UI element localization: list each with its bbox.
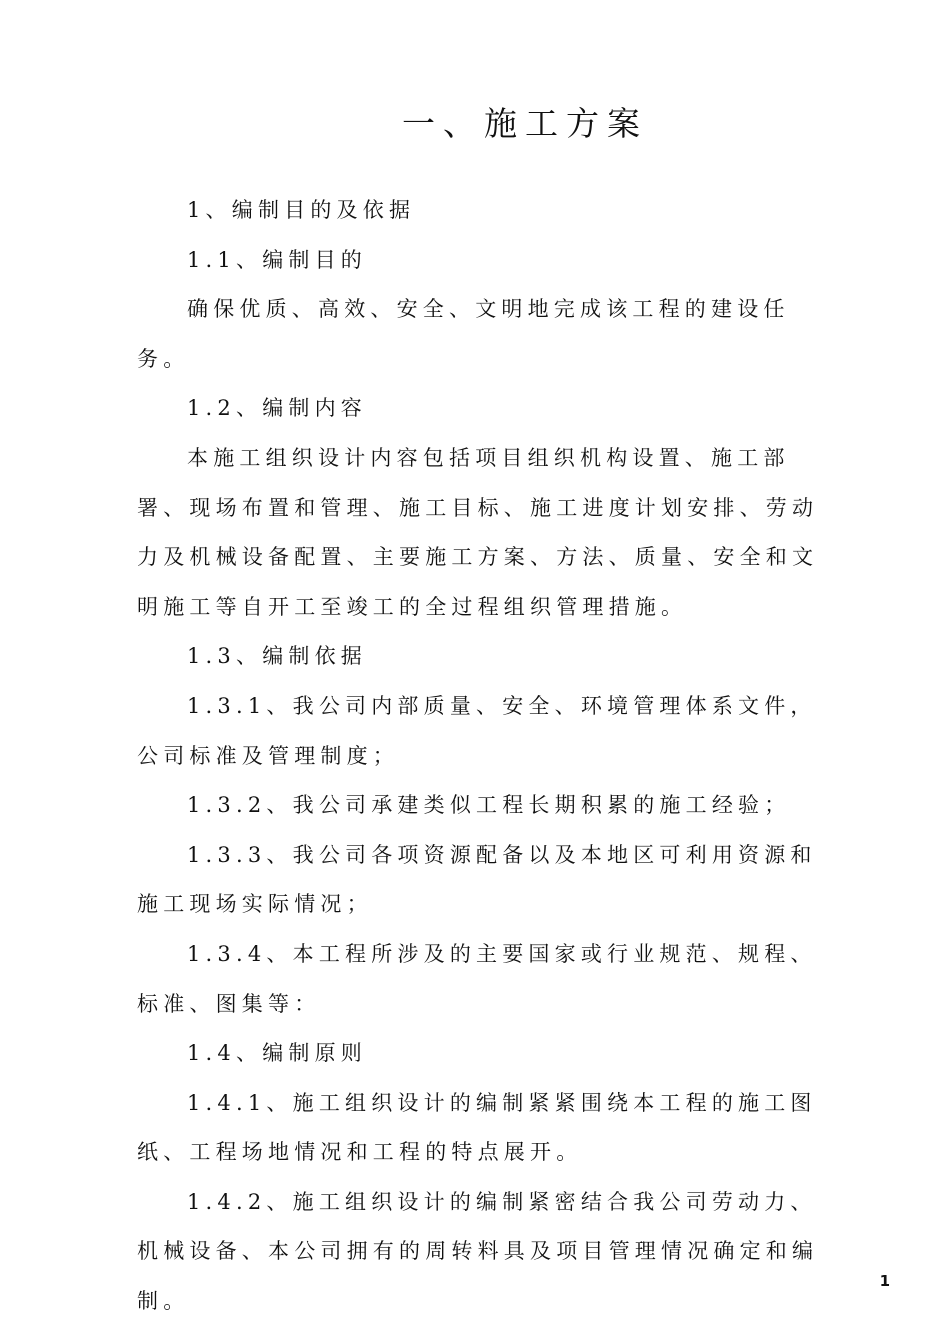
heading-1-1: 1.1、编制目的 (187, 247, 367, 272)
page-title: 一、施工方案 (402, 104, 648, 143)
paragraph-1-3-2: 1.3.2、我公司承建类似工程长期积累的施工经验； (187, 793, 791, 818)
paragraph-1-3-1: 1.3.1、我公司内部质量、安全、环境管理体系文件，公司标准及管理制度； (137, 693, 817, 768)
paragraph-1-4-2: 1.4.2、施工组织设计的编制紧密结合我公司劳动力、机械设备、本公司拥有的周转料具及项目管理情况确定和编制。 (137, 1189, 819, 1314)
document-body (137, 186, 837, 1327)
heading-1-2: 1.2、编制内容 (187, 396, 367, 421)
heading-1-3: 1.3、编制依据 (187, 644, 367, 669)
paragraph-1-3-3: 1.3.3、我公司各项资源配备以及本地区可利用资源和施工现场实际情况； (137, 842, 817, 917)
paragraph-1-2: 本施工组织设计内容包括项目组织机构设置、施工部署、现场布置和管理、施工目标、施工进度计划安排、劳动力及机械设备配置、主要施工方案、方法、质量、安全和文明施工等自开工至竣工的全过程组织管理措施。 (137, 445, 819, 619)
paragraph-1-3-4: 1.3.4、本工程所涉及的主要国家或行业规范、规程、标准、图集等： (137, 941, 817, 1016)
paragraph-1-1: 确保优质、高效、安全、文明地完成该工程的建设任务。 (137, 297, 790, 371)
paragraph-1-4-1: 1.4.1、施工组织设计的编制紧紧围绕本工程的施工图纸、工程场地情况和工程的特点展开。 (137, 1090, 817, 1165)
heading-1-4: 1.4、编制原则 (187, 1041, 367, 1066)
page-number: 1 (879, 1272, 890, 1290)
heading-1: 1、编制目的及依据 (187, 198, 416, 222)
